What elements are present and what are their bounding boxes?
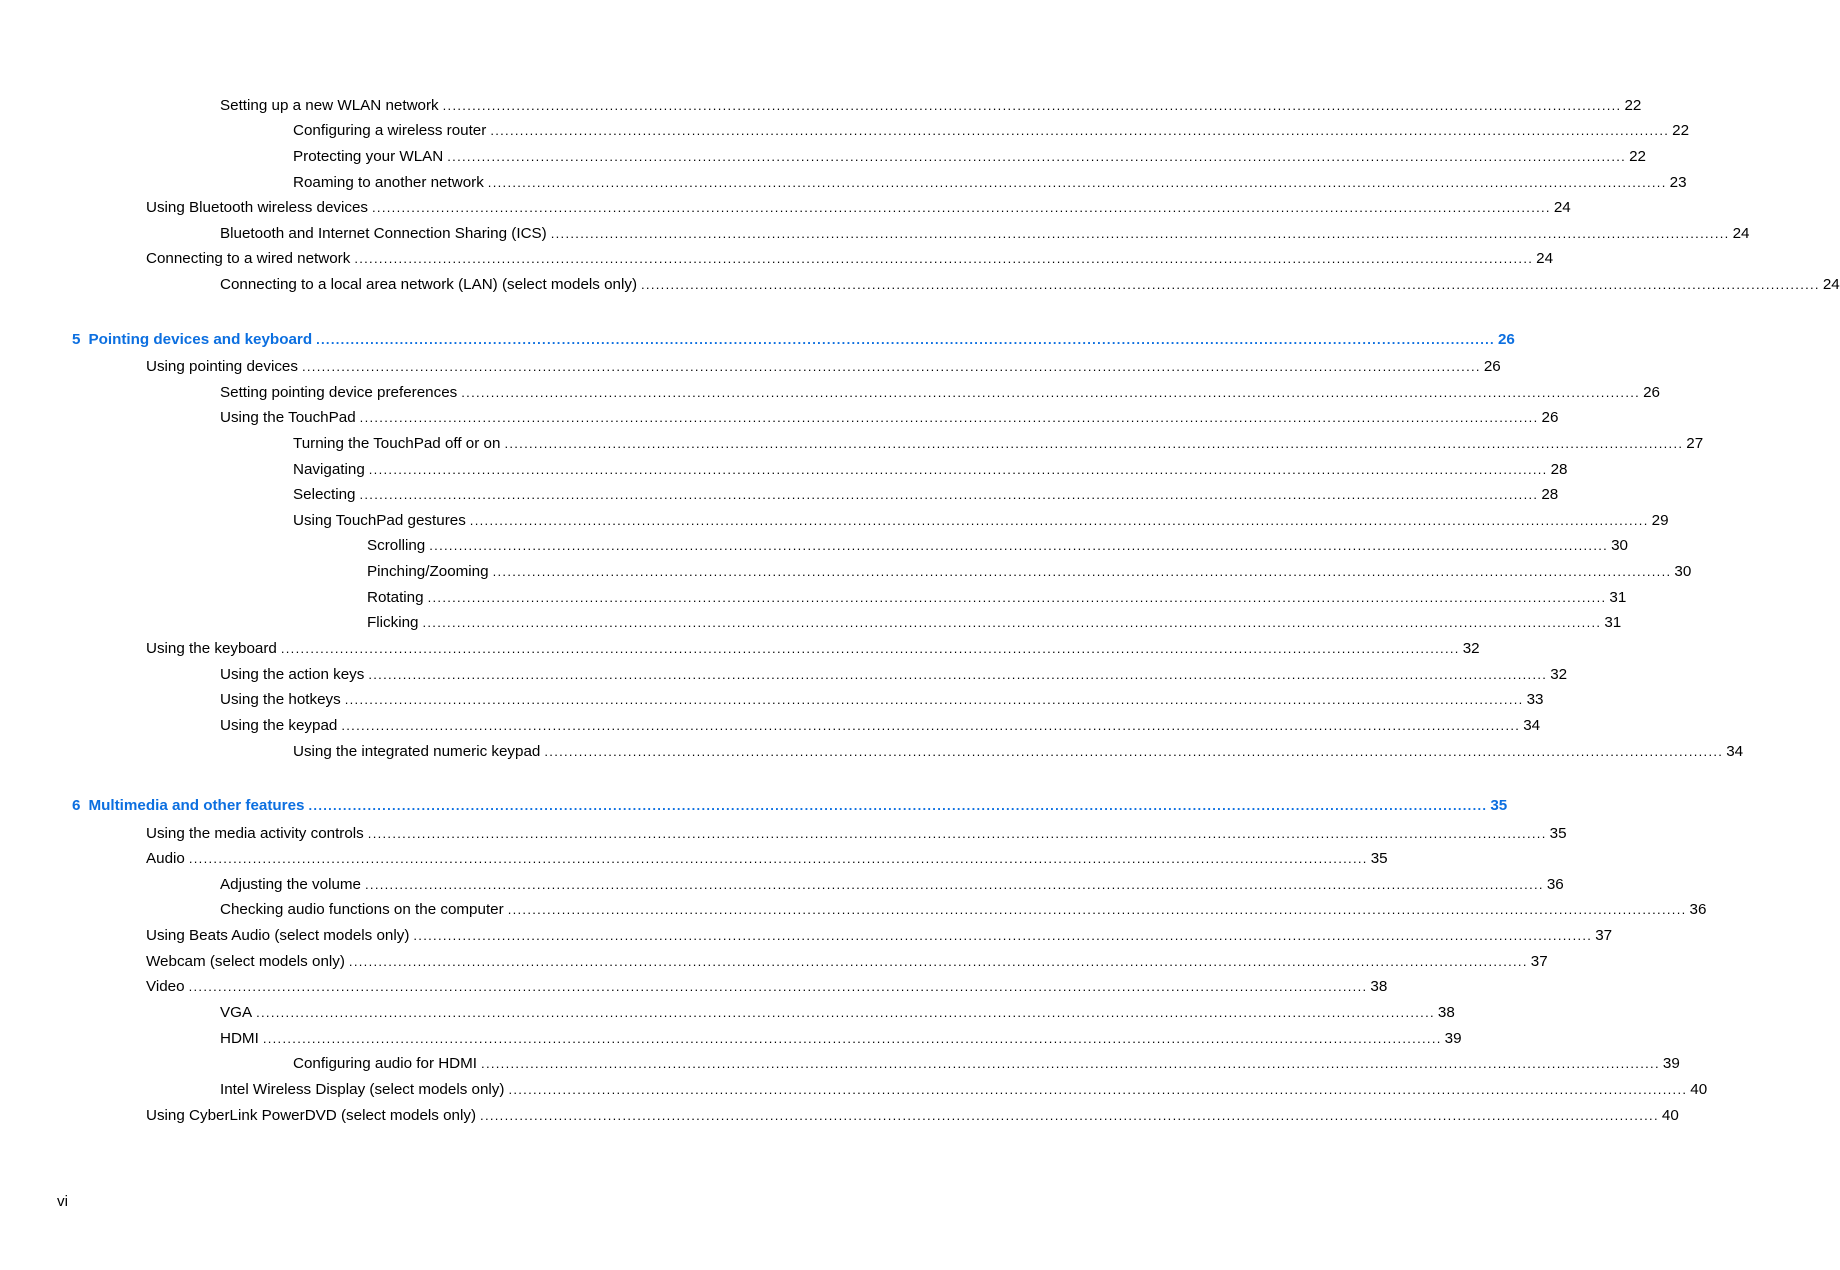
- toc-entry[interactable]: [220, 716, 1541, 736]
- toc-page-number: 22: [1624, 97, 1642, 114]
- chapter-title: Pointing devices and keyboard: [88, 331, 313, 348]
- toc-entry-title: Selecting: [293, 486, 356, 503]
- toc-page-number: 37: [1530, 953, 1548, 970]
- dot-leader: ................................................................................................................................................................................................................................................: [429, 538, 1609, 553]
- toc-page-number: 36: [1689, 901, 1707, 918]
- dot-leader: ................................................................................................................................................................................................................................................: [262, 1031, 1442, 1046]
- toc-entry-title: Connecting to a wired network: [146, 250, 351, 267]
- dot-leader: ................................................................................................................................................................................................................................................: [427, 590, 1607, 605]
- toc-entry-title: Using the TouchPad: [220, 409, 356, 426]
- toc-page-number: 22: [1629, 148, 1646, 165]
- toc-entry-title: Video: [146, 978, 185, 995]
- toc-entry-title: Using Beats Audio (select models only): [146, 927, 410, 944]
- dot-leader: ................................................................................................................................................................................................................................................: [480, 1108, 1659, 1123]
- toc-entry[interactable]: [220, 1003, 1455, 1023]
- toc-entry-title: HDMI: [220, 1030, 259, 1047]
- toc-page-number: 32: [1462, 640, 1480, 657]
- toc-entry-title: Using the media activity controls: [146, 825, 364, 842]
- dot-leader: ................................................................................................................................................................................................................................................: [481, 1056, 1660, 1071]
- toc-entry[interactable]: [293, 434, 1704, 454]
- toc-entry[interactable]: [367, 562, 1692, 582]
- toc-entry-title: Checking audio functions on the computer: [220, 901, 504, 918]
- toc-entry-title: Rotating: [367, 589, 424, 606]
- toc-page-number: 35: [1549, 825, 1567, 842]
- toc-entry-title: Bluetooth and Internet Connection Sharing (ICS): [220, 225, 547, 242]
- dot-leader: ................................................................................................................................................................................................................................................: [469, 513, 1649, 528]
- toc-entry-title: Connecting to a local area network (LAN) (select models only): [220, 276, 638, 293]
- toc-entry[interactable]: [367, 536, 1628, 556]
- toc-page-number: 39: [1444, 1030, 1462, 1047]
- toc-entry-title: Configuring a wireless router: [293, 122, 487, 139]
- toc-entry-title: VGA: [220, 1004, 253, 1021]
- dot-leader: ................................................................................................................................................................................................................................................: [490, 123, 1670, 138]
- toc-entry-title: Protecting your WLAN: [293, 148, 444, 165]
- toc-entry[interactable]: [293, 511, 1669, 531]
- dot-leader: ................................................................................................................................................................................................................................................: [348, 954, 1528, 969]
- toc-entry-title: Audio: [146, 850, 185, 867]
- dot-leader: ................................................................................................................................................................................................................................................: [365, 877, 1544, 892]
- toc-page-number: 31: [1604, 614, 1622, 631]
- toc-entry-title: Roaming to another network: [293, 174, 484, 191]
- toc-entry[interactable]: [146, 926, 1613, 946]
- dot-leader: ................................................................................................................................................................................................................................................: [341, 718, 1521, 733]
- chapter-title: Multimedia and other features: [88, 797, 305, 814]
- toc-page-number: 40: [1690, 1081, 1708, 1098]
- toc-entry[interactable]: [367, 613, 1622, 633]
- toc-page-number: 30: [1674, 563, 1692, 580]
- toc-entry-title: Setting pointing device preferences: [220, 384, 458, 401]
- dot-leader: ................................................................................................................................................................................................................................................: [422, 615, 1602, 630]
- toc-entry-title: Using Bluetooth wireless devices: [146, 199, 369, 216]
- toc-entry[interactable]: [220, 383, 1660, 403]
- toc-chapter-entry[interactable]: [72, 330, 1515, 350]
- dot-leader: ................................................................................................................................................................................................................................................: [359, 410, 1539, 425]
- dot-leader: ................................................................................................................................................................................................................................................: [359, 487, 1539, 502]
- toc-page-number: 35: [1370, 850, 1388, 867]
- toc-entry-heading: [72, 330, 316, 350]
- toc-page-number: 40: [1661, 1107, 1679, 1124]
- toc-page-number: 34: [1523, 717, 1541, 734]
- toc-page-number: 26: [1541, 409, 1559, 426]
- dot-leader: ................................................................................................................................................................................................................................................: [316, 332, 1495, 347]
- toc-entry[interactable]: [146, 977, 1388, 997]
- toc-entry[interactable]: [293, 460, 1568, 480]
- toc-entry[interactable]: [293, 1054, 1680, 1074]
- toc-entry-title: Webcam (select models only): [146, 953, 345, 970]
- toc-page-number: 26: [1483, 358, 1501, 375]
- toc-page-number: 34: [1726, 743, 1744, 760]
- toc-entry-title: Using the keyboard: [146, 640, 277, 657]
- toc-entry[interactable]: [146, 1106, 1679, 1126]
- dot-leader: ................................................................................................................................................................................................................................................: [308, 798, 1488, 813]
- toc-page-number: 24: [1732, 225, 1750, 242]
- dot-leader: ................................................................................................................................................................................................................................................: [413, 928, 1593, 943]
- dot-leader: ................................................................................................................................................................................................................................................: [301, 359, 1481, 374]
- toc-page-number: 28: [1541, 486, 1559, 503]
- dot-leader: ................................................................................................................................................................................................................................................: [368, 462, 1548, 477]
- toc-entry-title: Scrolling: [367, 537, 426, 554]
- chapter-number: 6: [72, 797, 81, 814]
- toc-page-number: 36: [1546, 876, 1564, 893]
- dot-leader: ................................................................................................................................................................................................................................................: [508, 1082, 1688, 1097]
- dot-leader: ................................................................................................................................................................................................................................................: [492, 564, 1672, 579]
- dot-leader: ................................................................................................................................................................................................................................................: [507, 902, 1687, 917]
- dot-leader: ................................................................................................................................................................................................................................................: [447, 149, 1627, 164]
- toc-entry[interactable]: [293, 121, 1690, 141]
- dot-leader: ................................................................................................................................................................................................................................................: [188, 979, 1368, 994]
- toc-entry-title: Using the hotkeys: [220, 691, 341, 708]
- toc-page-number: 35: [1490, 797, 1508, 814]
- toc-entry-title: Pinching/Zooming: [367, 563, 489, 580]
- toc-page-number: 30: [1611, 537, 1628, 554]
- toc-entry[interactable]: [220, 408, 1559, 428]
- toc-page-number: 28: [1550, 461, 1568, 478]
- toc-entry[interactable]: [220, 665, 1568, 685]
- dot-leader: ................................................................................................................................................................................................................................................: [367, 826, 1547, 841]
- toc-entry-title: Using TouchPad gestures: [293, 512, 466, 529]
- toc-page-number: 33: [1526, 691, 1544, 708]
- dot-leader: ................................................................................................................................................................................................................................................: [372, 200, 1551, 215]
- toc-page-number: 38: [1370, 978, 1388, 995]
- toc-page-number: 24: [1822, 276, 1840, 293]
- toc-page-number: 29: [1651, 512, 1669, 529]
- toc-entry-title: Intel Wireless Display (select models only): [220, 1081, 505, 1098]
- toc-entry-title: Flicking: [367, 614, 419, 631]
- toc-entry[interactable]: [220, 875, 1564, 895]
- toc-entry-title: Setting up a new WLAN network: [220, 97, 439, 114]
- toc-entry[interactable]: [220, 690, 1544, 710]
- toc-page-number: 27: [1686, 435, 1704, 452]
- toc-entry[interactable]: [293, 742, 1744, 762]
- toc-entry-title: Turning the TouchPad off or on: [293, 435, 501, 452]
- toc-page-number: 23: [1669, 174, 1687, 191]
- toc-entry[interactable]: [367, 588, 1627, 608]
- toc-entry[interactable]: [293, 485, 1559, 505]
- dot-leader: ................................................................................................................................................................................................................................................: [544, 744, 1724, 759]
- toc-entry-title: Using CyberLink PowerDVD (select models only): [146, 1107, 477, 1124]
- dot-leader: ................................................................................................................................................................................................................................................: [487, 175, 1667, 190]
- toc-page-number: 38: [1437, 1004, 1455, 1021]
- dot-leader: ................................................................................................................................................................................................................................................: [368, 667, 1548, 682]
- toc-page-number: 37: [1595, 927, 1613, 944]
- dot-leader: ................................................................................................................................................................................................................................................: [641, 277, 1820, 292]
- toc-chapter-entry[interactable]: [72, 796, 1508, 816]
- toc-entry-title: Using the action keys: [220, 666, 365, 683]
- dot-leader: ................................................................................................................................................................................................................................................: [280, 641, 1460, 656]
- toc-entry[interactable]: [293, 147, 1646, 167]
- toc-page-number: 24: [1553, 199, 1571, 216]
- toc-entry-title: Using the keypad: [220, 717, 338, 734]
- dot-leader: ................................................................................................................................................................................................................................................: [188, 851, 1368, 866]
- dot-leader: ................................................................................................................................................................................................................................................: [442, 98, 1622, 113]
- toc-entry-title: Navigating: [293, 461, 365, 478]
- page-number: vi: [57, 1193, 68, 1210]
- toc-page-number: 22: [1672, 122, 1690, 139]
- toc-entry[interactable]: [146, 249, 1554, 269]
- toc-page-number: 26: [1497, 331, 1515, 348]
- toc-entry[interactable]: [220, 900, 1707, 920]
- toc-entry-title: Using pointing devices: [146, 358, 298, 375]
- toc-entry[interactable]: [220, 96, 1642, 116]
- toc-entry[interactable]: [220, 224, 1750, 244]
- toc-page-number: 39: [1662, 1055, 1680, 1072]
- dot-leader: ................................................................................................................................................................................................................................................: [354, 251, 1534, 266]
- dot-leader: ................................................................................................................................................................................................................................................: [461, 385, 1641, 400]
- toc-entry[interactable]: [220, 1029, 1462, 1049]
- toc-page-number: 31: [1609, 589, 1627, 606]
- toc-entry[interactable]: [146, 824, 1567, 844]
- toc-entry-heading: [72, 796, 309, 816]
- dot-leader: ................................................................................................................................................................................................................................................: [550, 226, 1730, 241]
- dot-leader: ................................................................................................................................................................................................................................................: [504, 436, 1684, 451]
- dot-leader: ................................................................................................................................................................................................................................................: [344, 692, 1524, 707]
- toc-entry-title: Adjusting the volume: [220, 876, 361, 893]
- toc-entry[interactable]: [146, 952, 1548, 972]
- toc-entry-title: Using the integrated numeric keypad: [293, 743, 541, 760]
- toc-entry-title: Configuring audio for HDMI: [293, 1055, 478, 1072]
- toc-entry[interactable]: [220, 1080, 1708, 1100]
- toc-page-number: 24: [1536, 250, 1554, 267]
- chapter-number: 5: [72, 331, 81, 348]
- toc-entry[interactable]: [293, 173, 1687, 193]
- toc-entry[interactable]: [146, 357, 1501, 377]
- toc-entry[interactable]: [220, 275, 1840, 295]
- toc-entry[interactable]: [146, 639, 1480, 659]
- toc-page-number: 32: [1550, 666, 1568, 683]
- dot-leader: ................................................................................................................................................................................................................................................: [256, 1005, 1435, 1020]
- toc-page-number: 26: [1643, 384, 1660, 401]
- toc-entry[interactable]: [146, 849, 1388, 869]
- toc-entry[interactable]: [146, 198, 1571, 218]
